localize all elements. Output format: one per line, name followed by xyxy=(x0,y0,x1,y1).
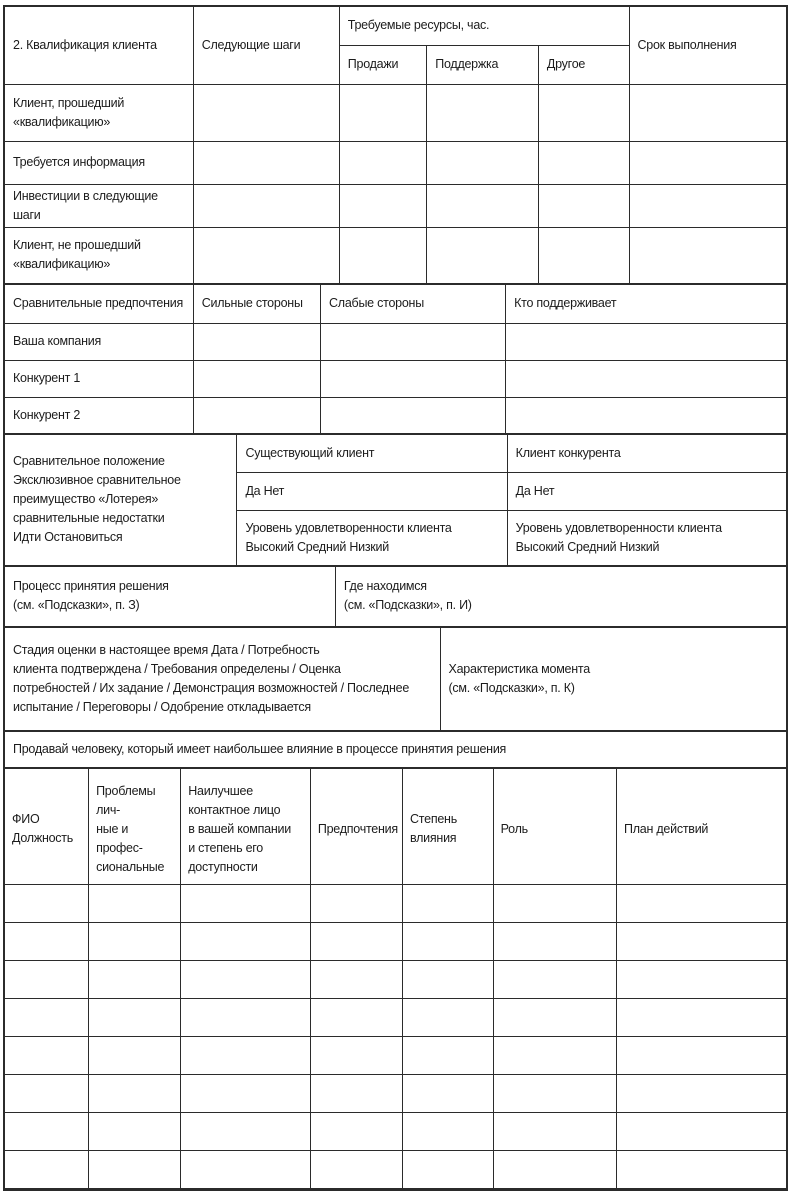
table-row xyxy=(5,627,786,730)
table-row xyxy=(5,360,786,397)
empty-cell xyxy=(506,397,786,433)
empty-cell xyxy=(310,1036,402,1074)
empty-cell xyxy=(629,84,786,141)
empty-cell xyxy=(5,960,89,998)
existing-client-satisfaction: Уровень удовлетворенности клиента Высокий Средний Низкий xyxy=(237,510,507,565)
qualification-worksheet xyxy=(3,5,788,1191)
empty-cell xyxy=(493,998,616,1036)
empty-cell xyxy=(538,84,629,141)
evaluation-stage-cell: Стадия оценки в настоящее время Дата / Потребность клиента подтверждена / Требования определены / Оценка потребностей / Их задание / Демонстрация возможностей / Последнее испытание / Переговоры / Одобрение откладывается xyxy=(5,627,440,730)
empty-cell xyxy=(89,1112,181,1150)
empty-cell xyxy=(493,1036,616,1074)
contact-header-action-plan: План действий xyxy=(617,768,787,884)
contact-header-role: Роль xyxy=(493,768,616,884)
empty-cell xyxy=(403,1074,494,1112)
empty-cell xyxy=(310,1112,402,1150)
table-row xyxy=(5,566,786,626)
empty-cell xyxy=(310,884,402,922)
decision-section xyxy=(5,566,786,627)
empty-cell xyxy=(617,884,787,922)
empty-cell xyxy=(321,323,506,360)
table-row xyxy=(5,434,786,472)
table-row xyxy=(5,884,786,922)
table-row xyxy=(5,7,786,45)
resources-header: Требуемые ресурсы, час. xyxy=(339,7,629,45)
empty-cell xyxy=(617,1112,787,1150)
empty-cell xyxy=(89,1036,181,1074)
empty-cell xyxy=(193,323,320,360)
empty-cell xyxy=(321,360,506,397)
empty-cell xyxy=(89,922,181,960)
empty-cell xyxy=(89,1150,181,1188)
comparison-header-preferences: Сравнительные предпочтения xyxy=(5,284,193,323)
empty-cell xyxy=(617,960,787,998)
empty-cell xyxy=(193,227,339,283)
empty-cell xyxy=(193,141,339,184)
existing-client-yes-no: Да Нет xyxy=(237,472,507,510)
resource-subheader-other: Другое xyxy=(538,45,629,84)
table-row xyxy=(5,768,786,884)
comparison-header-supporters: Кто поддерживает xyxy=(506,284,786,323)
empty-cell xyxy=(617,1150,787,1188)
contact-header-problems: Проблемы лич- ные и профес- сиональные xyxy=(89,768,181,884)
empty-cell xyxy=(538,184,629,227)
empty-cell xyxy=(403,960,494,998)
competitor-client-yes-no: Да Нет xyxy=(507,472,786,510)
contact-header-best-contact: Наилучшее контактное лицо в вашей компании и степень его доступности xyxy=(181,768,311,884)
empty-cell xyxy=(89,884,181,922)
table-row xyxy=(5,960,786,998)
empty-cell xyxy=(493,922,616,960)
empty-cell xyxy=(89,960,181,998)
empty-cell xyxy=(629,184,786,227)
comparison-section xyxy=(5,284,786,434)
contact-header-preferences: Предпочтения xyxy=(310,768,402,884)
position-summary-cell: Сравнительное положение Эксклюзивное сравнительное преимущество «Лотерея» сравнительные недостатки Идти Остановиться xyxy=(5,434,237,565)
table-row xyxy=(5,731,786,767)
sell-note: Продавай человеку, который имеет наибольшее влияние в процессе принятия решения xyxy=(5,731,786,767)
empty-cell xyxy=(427,84,539,141)
empty-cell xyxy=(339,184,426,227)
empty-cell xyxy=(403,1150,494,1188)
resource-subheader-support: Поддержка xyxy=(427,45,539,84)
table-row xyxy=(5,397,786,433)
contact-header-name: ФИО Должность xyxy=(5,768,89,884)
comparison-header-weaknesses: Слабые стороны xyxy=(321,284,506,323)
location-cell: Где находимся (см. «Подсказки», п. И) xyxy=(335,566,786,626)
resource-subheader-sales: Продажи xyxy=(339,45,426,84)
empty-cell xyxy=(493,884,616,922)
empty-cell xyxy=(427,227,539,283)
empty-cell xyxy=(181,922,311,960)
contacts-section xyxy=(5,768,786,1189)
empty-cell xyxy=(493,960,616,998)
empty-cell xyxy=(181,960,311,998)
qualification-row-label: Клиент, не прошедший «квалификацию» xyxy=(5,227,193,283)
empty-cell xyxy=(5,922,89,960)
table-row xyxy=(5,1036,786,1074)
empty-cell xyxy=(181,1112,311,1150)
empty-cell xyxy=(5,1074,89,1112)
empty-cell xyxy=(5,1036,89,1074)
qualification-row-label: Клиент, прошедший «квалификацию» xyxy=(5,84,193,141)
empty-cell xyxy=(493,1112,616,1150)
stage-section xyxy=(5,627,786,731)
empty-cell xyxy=(403,884,494,922)
table-row xyxy=(5,998,786,1036)
section-title: 2. Квалификация клиента xyxy=(5,7,193,84)
empty-cell xyxy=(617,1036,787,1074)
moment-cell: Характеристика момента (см. «Подсказки», п. К) xyxy=(440,627,786,730)
table-row xyxy=(5,1112,786,1150)
empty-cell xyxy=(321,397,506,433)
empty-cell xyxy=(181,1150,311,1188)
empty-cell xyxy=(181,1036,311,1074)
empty-cell xyxy=(629,141,786,184)
empty-cell xyxy=(5,1150,89,1188)
existing-client-header: Существующий клиент xyxy=(237,434,507,472)
empty-cell xyxy=(5,1112,89,1150)
empty-cell xyxy=(339,141,426,184)
empty-cell xyxy=(427,184,539,227)
empty-cell xyxy=(193,360,320,397)
empty-cell xyxy=(5,884,89,922)
deadline-header: Срок выполнения xyxy=(629,7,786,84)
comparison-row-label: Конкурент 1 xyxy=(5,360,193,397)
empty-cell xyxy=(193,397,320,433)
empty-cell xyxy=(617,998,787,1036)
empty-cell xyxy=(617,922,787,960)
empty-cell xyxy=(193,184,339,227)
empty-cell xyxy=(493,1150,616,1188)
table-row xyxy=(5,1150,786,1188)
empty-cell xyxy=(617,1074,787,1112)
position-section xyxy=(5,434,786,566)
empty-cell xyxy=(506,360,786,397)
empty-cell xyxy=(310,922,402,960)
empty-cell xyxy=(506,323,786,360)
comparison-row-label: Ваша компания xyxy=(5,323,193,360)
next-steps-header: Следующие шаги xyxy=(193,7,339,84)
table-row xyxy=(5,84,786,141)
qualification-row-label: Инвестиции в следующие шаги xyxy=(5,184,193,227)
empty-cell xyxy=(403,998,494,1036)
empty-cell xyxy=(181,1074,311,1112)
empty-cell xyxy=(493,1074,616,1112)
empty-cell xyxy=(538,227,629,283)
empty-cell xyxy=(339,227,426,283)
table-row xyxy=(5,184,786,227)
competitor-client-header: Клиент конкурента xyxy=(507,434,786,472)
empty-cell xyxy=(403,1112,494,1150)
empty-cell xyxy=(181,884,311,922)
empty-cell xyxy=(339,84,426,141)
empty-cell xyxy=(310,960,402,998)
empty-cell xyxy=(181,998,311,1036)
table-row xyxy=(5,323,786,360)
empty-cell xyxy=(310,1150,402,1188)
qualification-row-label: Требуется информация xyxy=(5,141,193,184)
empty-cell xyxy=(5,998,89,1036)
qualification-section xyxy=(5,7,786,284)
empty-cell xyxy=(89,1074,181,1112)
comparison-row-label: Конкурент 2 xyxy=(5,397,193,433)
contact-header-influence: Степень влияния xyxy=(403,768,494,884)
empty-cell xyxy=(403,922,494,960)
empty-cell xyxy=(629,227,786,283)
empty-cell xyxy=(403,1036,494,1074)
empty-cell xyxy=(310,998,402,1036)
empty-cell xyxy=(538,141,629,184)
table-row xyxy=(5,1074,786,1112)
table-row xyxy=(5,284,786,323)
comparison-header-strengths: Сильные стороны xyxy=(193,284,320,323)
empty-cell xyxy=(310,1074,402,1112)
table-row xyxy=(5,227,786,283)
table-row xyxy=(5,922,786,960)
decision-process-cell: Процесс принятия решения (см. «Подсказки», п. З) xyxy=(5,566,335,626)
table-row xyxy=(5,141,786,184)
competitor-client-satisfaction: Уровень удовлетворенности клиента Высокий Средний Низкий xyxy=(507,510,786,565)
contacts-empty-rows xyxy=(5,884,786,1188)
empty-cell xyxy=(427,141,539,184)
sell-note-section xyxy=(5,731,786,768)
empty-cell xyxy=(89,998,181,1036)
empty-cell xyxy=(193,84,339,141)
